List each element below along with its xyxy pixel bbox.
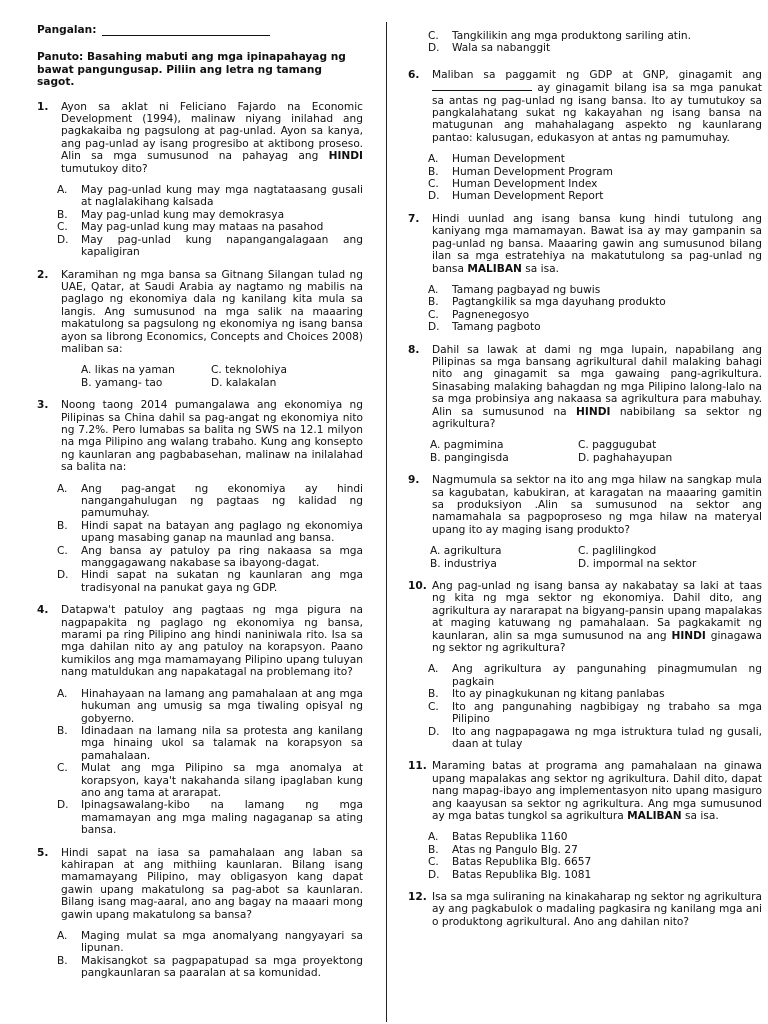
option[interactable] xyxy=(57,799,363,836)
option[interactable] xyxy=(57,569,363,594)
question-number: 10. xyxy=(408,580,427,593)
option-text: Ito ay pinagkukunan ng kitang panlabas xyxy=(452,688,665,701)
option-letter: A. xyxy=(57,482,68,495)
question-text-part: tumutukoy dito? xyxy=(61,162,148,175)
option-letter: A. xyxy=(428,831,439,844)
option-letter: A. xyxy=(428,283,439,296)
option[interactable]: B. pangingisda xyxy=(430,451,509,464)
option[interactable]: B. industriya xyxy=(430,557,497,570)
option-text: Pagtangkilik sa mga dayuhang produkto xyxy=(452,296,666,309)
option-letter: A. xyxy=(57,184,68,197)
question-1 xyxy=(37,101,363,175)
option-letter: D. xyxy=(57,233,69,246)
option[interactable] xyxy=(57,930,363,955)
question-text xyxy=(432,213,762,275)
option[interactable]: B. yamang- tao xyxy=(81,376,163,389)
option-letter: A. xyxy=(57,687,68,700)
option[interactable] xyxy=(57,234,363,259)
options-list xyxy=(57,688,363,837)
option[interactable]: A. agrikultura xyxy=(430,545,502,558)
option-text: Batas Republika Blg. 6657 xyxy=(452,856,592,869)
question-7 xyxy=(408,213,762,275)
option[interactable] xyxy=(428,30,762,42)
option-letter: B. xyxy=(57,724,68,737)
option-letter: C. xyxy=(428,700,439,713)
question-12 xyxy=(408,891,762,928)
option[interactable] xyxy=(57,221,363,233)
option-text: Ang agrikultura ay pangunahing pinagmumulan ng pagkain xyxy=(452,663,762,688)
question-number: 12. xyxy=(408,890,427,903)
option-text: Batas Republika Blg. 1081 xyxy=(452,868,592,881)
option[interactable] xyxy=(428,190,762,202)
option[interactable] xyxy=(57,483,363,520)
option[interactable] xyxy=(428,688,762,700)
question-text xyxy=(61,101,363,175)
option[interactable] xyxy=(57,955,363,980)
question-10 xyxy=(408,580,762,654)
question-number: 9. xyxy=(408,474,420,487)
question-text: Isa sa mga suliraning na kinakaharap ng sektor ng agrikultura ay ang pagkabulok o madaling pagkasira ng kanilang mga ani o produktong agrikultural. Ano ang dahilan nito? xyxy=(432,890,762,928)
option[interactable] xyxy=(57,762,363,799)
emphasis-word: MALIBAN xyxy=(467,262,522,275)
option[interactable] xyxy=(428,178,762,190)
question-number: 6. xyxy=(408,68,420,81)
left-column xyxy=(37,24,363,990)
option-text: Ang bansa ay patuloy pa ring nakaasa sa mga manggagawang nakabase sa ibayong-dagat. xyxy=(81,544,363,570)
option[interactable] xyxy=(57,209,363,221)
right-column xyxy=(408,30,762,932)
option-letter: D. xyxy=(57,569,69,582)
options-list xyxy=(57,184,363,258)
option[interactable] xyxy=(428,153,762,165)
option-text: Human Development Program xyxy=(452,165,613,178)
option-text: Batas Republika 1160 xyxy=(452,831,568,844)
options-grid xyxy=(430,545,762,570)
question-9 xyxy=(408,474,762,536)
question-text xyxy=(432,760,762,822)
question-number: 4. xyxy=(37,604,49,617)
emphasis-word: HINDI xyxy=(328,150,363,163)
question-text: Hindi sapat na iasa sa pamahalaan ang laban sa kahirapan at ang mithiing kaunlaran. Bilang isang mamamayang Pilipino, may obligasyon kang dapat gawin upang makatulong sa pag-abot sa kaunlaran. Bilang isang mag-aaral, ano ang bagay na maaari mong gawin upang makatulong sa bansa? xyxy=(61,846,363,921)
option[interactable]: C. paglilingkod xyxy=(578,545,657,558)
question-text-part: Maraming batas at programa ang pamahalaan na ginawa upang mapalakas ang sektor ng agrikultura. Dahil dito, dapat nang mapag-ibayo ang implementasyon nito upang masiguro ang kaayusan sa sektor ng agrikultura. Ang mga sumusunod ay mga batas tungkol sa agrikultura xyxy=(432,760,762,822)
option-letter: C. xyxy=(428,178,439,191)
name-field-row xyxy=(37,24,363,36)
question-text-part: Dahil sa lawak at dami ng mga lupain, napabilang ang Pilipinas sa mga bansang agrikultural dahil malaking bahagi nito ang ginagamit sa mga gawaing pang-agrikultura. Sinasabing malaking bahagdan ng mga Pilipino lalong-lalo na sa mga probinsiya ang nakaasa sa agrikultura para mabuhay. Alin sa sumusunod na xyxy=(432,343,762,418)
option[interactable]: D. paghahayupan xyxy=(578,451,673,464)
option-text: May pag-unlad kung napangangalagaan ang kapaligiran xyxy=(81,233,363,259)
question-number: 1. xyxy=(37,100,49,113)
question-number: 11. xyxy=(408,760,427,773)
question-text-part: ginagawa ng sektor ng agrikultura? xyxy=(432,629,762,655)
option-text: Wala sa nabanggit xyxy=(452,42,551,55)
option[interactable] xyxy=(57,688,363,725)
option-text: Maging mulat sa mga anomalyang nangyayari sa lipunan. xyxy=(81,930,363,955)
option-letter: B. xyxy=(428,296,439,309)
question-2 xyxy=(37,269,363,356)
option-letter: C. xyxy=(57,221,68,234)
option-letter: A. xyxy=(428,153,439,166)
question-text-part: nabibilang sa sektor ng agrikultura? xyxy=(432,405,762,430)
question-text: Karamihan ng mga bansa sa Gitnang Silangan tulad ng UAE, Qatar, at Saudi Arabia ay nagtamo ng mabilis na paglago ng ekonomiya dala ng kanilang kita mula sa langis. Ang sumusunod na mga salik na maaaring makatulong sa pagsulong ng ekonomiya ng isang bansa ayon sa librong Economics, Concepts and Choices 2008) maliban sa: xyxy=(61,268,363,355)
options-grid xyxy=(81,364,363,389)
option-letter: C. xyxy=(428,308,439,321)
option[interactable] xyxy=(428,309,762,321)
option-letter: D. xyxy=(428,42,440,55)
question-8 xyxy=(408,344,762,431)
question-text-part: sa isa. xyxy=(521,262,559,275)
option-text: Tangkilikin ang mga produktong sariling atin. xyxy=(452,30,691,42)
answer-blank[interactable] xyxy=(432,81,532,91)
emphasis-word: HINDI xyxy=(671,629,706,642)
emphasis-word: MALIBAN xyxy=(627,809,682,822)
question-text-part: ay ginagamit bilang isa sa mga panukat sa antas ng pag-unlad ng isang bansa. Ito ay tumutukoy sa pangkalahatang sukat ng kakayahan ng isang bansa na matugunan ang mahahalagang aspekto ng kaunlarang pantao: kalusugan, edukasyon at antas ng pamumuhay. xyxy=(432,82,762,144)
emphasis-word: HINDI xyxy=(576,405,611,418)
options-list xyxy=(428,663,762,750)
question-text-part: Ayon sa aklat ni Feliciano Fajardo na Economic Development (1994), malinaw niyang inilahad ang pagkakaiba ng pagsulong at pag-unlad. Ayon sa kanya, ang pag-unlad ay isang progresibo at aktibong proseso. Alin sa mga sumusunod na pahayag ang xyxy=(61,100,363,163)
option[interactable] xyxy=(428,296,762,308)
option-letter: B. xyxy=(57,519,68,532)
question-text-part: Hindi uunlad ang isang bansa kung hindi tutulong ang kaniyang mga mamamayan. Bawat isa ay may gampanin sa pag-unlad ng bansa. Maaaring gawin ang sumusunod bilang ilan sa mga estratehiya na makatutulong sa pag-unlad ng bansa xyxy=(432,212,762,275)
option-text: Tamang pagboto xyxy=(452,321,541,334)
option-text: Human Development xyxy=(452,153,565,166)
option-text: May pag-unlad kung may mataas na pasahod xyxy=(81,221,324,234)
question-text xyxy=(432,69,762,144)
instructions: Panuto: Basahing mabuti ang mga ipinapahayag ng bawat pangungusap. Piliin ang letra ng tamang sagot. xyxy=(37,51,346,89)
options-list xyxy=(428,831,762,881)
option-letter: D. xyxy=(57,799,69,812)
option-text: Tamang pagbayad ng buwis xyxy=(452,283,601,296)
options-list xyxy=(428,284,762,334)
question-text: Datapwa't patuloy ang pagtaas ng mga pigura na nagpapakita ng paglago ng ekonomiya ng bansa, marami pa ring Pilipino ang hindi naniniwala rito. Isa sa mga dahilan nito ay ang patuloy na korapsyon. Paano kumikilos ang mga mamamayang Pilipino upang tuluyan nang matuldukan ang napakatagal na problemang ito? xyxy=(61,604,363,679)
option-letter: D. xyxy=(428,190,440,203)
option-letter: B. xyxy=(428,688,439,701)
option-text: Pagnenegosyo xyxy=(452,308,530,321)
option-letter: A. xyxy=(57,930,68,942)
option[interactable]: D. kalakalan xyxy=(211,376,277,389)
option-letter: D. xyxy=(428,321,440,334)
options-grid xyxy=(430,439,762,464)
option-letter: B. xyxy=(428,843,439,856)
option[interactable]: D. impormal na sektor xyxy=(578,557,697,570)
name-blank-line[interactable] xyxy=(102,25,270,36)
question-text: Nagmumula sa sektor na ito ang mga hilaw na sangkap mula sa kagubatan, kabukiran, at karagatan na maaaring gamitin sa produksiyon .Alin sa sumusunod na sektor ang namamahala sa pagpoproseso ng mga hilaw na materyal upang ito ay maging isang produkto? xyxy=(432,474,762,536)
options-list xyxy=(57,483,363,595)
option[interactable] xyxy=(57,184,363,209)
question-number: 8. xyxy=(408,343,420,356)
question-text-part: sa isa. xyxy=(681,809,719,822)
question-number: 7. xyxy=(408,212,420,225)
option[interactable]: A. pagmimina xyxy=(430,439,504,452)
question-5 xyxy=(37,847,363,921)
option[interactable] xyxy=(428,166,762,178)
option-text: Human Development Report xyxy=(452,190,604,203)
option-text: Makisangkot sa pagpapatupad sa mga proyektong pangkaunlaran sa paaralan at sa komunidad. xyxy=(81,954,363,980)
option[interactable] xyxy=(57,725,363,762)
options-list-continued xyxy=(428,30,762,55)
question-text xyxy=(432,580,762,654)
option[interactable] xyxy=(428,284,762,296)
option[interactable] xyxy=(428,42,762,54)
option-text: Ipinagsawalang-kibo na lamang ng mga mamamayan ang mga maling nagaganap sa ating bansa. xyxy=(81,799,363,837)
option[interactable] xyxy=(428,831,762,843)
option-letter: A. xyxy=(428,663,439,676)
option-text: Idinadaan na lamang nila sa protesta ang kanilang mga hinaing ukol sa talamak na korapsyon sa pamahalaan. xyxy=(81,724,363,762)
option[interactable] xyxy=(57,520,363,545)
name-label: Pangalan: xyxy=(37,24,97,36)
option-text: May pag-unlad kung may mga nagtataasang gusali at naglalakihang kalsada xyxy=(81,184,363,209)
option-letter: C. xyxy=(428,856,439,869)
option-letter: C. xyxy=(57,544,68,557)
option-letter: D. xyxy=(428,868,440,881)
option-text: May pag-unlad kung may demokrasya xyxy=(81,208,285,221)
option-text: Ang pag-angat ng ekonomiya ay hindi nangangahulugan ng pagtaas ng kalidad ng pamumuhay. xyxy=(81,482,363,520)
question-3 xyxy=(37,399,363,473)
question-4 xyxy=(37,604,363,678)
option[interactable]: A. likas na yaman xyxy=(81,364,175,377)
option[interactable] xyxy=(428,844,762,856)
column-divider xyxy=(386,22,387,1022)
option-text: Human Development Index xyxy=(452,178,598,191)
question-number: 2. xyxy=(37,268,49,281)
question-11 xyxy=(408,760,762,822)
option[interactable] xyxy=(428,856,762,868)
option-letter: B. xyxy=(57,208,68,221)
option-text: Hindi sapat na batayan ang paglago ng ekonomiya upang masabing ganap na maunlad ang bansa. xyxy=(81,519,363,545)
option[interactable] xyxy=(57,545,363,570)
question-text-part: Ang pag-unlad ng isang bansa ay nakabatay sa laki at taas ng kita ng mga sektor ng ekonomiya. Dahil dito, ang agrikultura ay nararapat na bigyang-pansin upang mapalakas at maging katuwang ng pamahalaan. Sa pagkakamit ng kaunlaran, alin sa mga sumusunod na ang xyxy=(432,580,762,642)
question-number: 5. xyxy=(37,846,49,859)
option[interactable] xyxy=(428,726,762,751)
option-text: Mulat ang mga Pilipino sa mga anomalya at korapsyon, kaya't nakahanda silang ipaglaban kung ano ang tama at ararapat. xyxy=(81,762,363,799)
option-text: Ito ang nagpapagawa ng mga istruktura tulad ng gusali, daan at tulay xyxy=(452,725,762,750)
option-letter: C. xyxy=(428,30,439,42)
option[interactable]: C. teknolohiya xyxy=(211,364,287,377)
option[interactable] xyxy=(428,321,762,333)
option-text: Hindi sapat na sukatan ng kaunlaran ang mga tradisyonal na panukat gaya ng GDP. xyxy=(81,569,363,594)
option-letter: D. xyxy=(428,725,440,738)
options-list xyxy=(428,153,762,203)
option[interactable]: C. paggugubat xyxy=(578,439,657,452)
option-letter: B. xyxy=(428,165,439,178)
option-text: Hinahayaan na lamang ang pamahalaan at ang mga hukuman ang umusig sa mga tiwaling opisyal ng gobyerno. xyxy=(81,687,363,725)
question-text-part: Maliban sa paggamit ng GDP at GNP, ginagamit ang xyxy=(432,68,762,81)
question-text xyxy=(432,344,762,431)
question-text: Noong taong 2014 pumangalawa ang ekonomiya ng Pilipinas sa China dahil sa pag-angat ng ekonomiya nito ng 7.2%. Pero lumabas sa balita ng SWS na 12.1 milyon na mga Pilipino ang walang trabaho. Kung ang konsepto ng kaunlaran ang pagbabasehan, malinaw na inilalahad sa balita na: xyxy=(61,399,363,474)
question-number: 3. xyxy=(37,399,49,412)
option-letter: C. xyxy=(57,762,68,775)
option-letter: B. xyxy=(57,954,68,967)
option[interactable] xyxy=(428,663,762,688)
option-text: Ito ang pangunahing nagbibigay ng trabaho sa mga Pilipino xyxy=(452,700,762,726)
question-6 xyxy=(408,69,762,144)
option[interactable] xyxy=(428,869,762,881)
option[interactable] xyxy=(428,701,762,726)
option-text: Atas ng Pangulo Blg. 27 xyxy=(452,843,578,856)
options-list xyxy=(57,930,363,980)
